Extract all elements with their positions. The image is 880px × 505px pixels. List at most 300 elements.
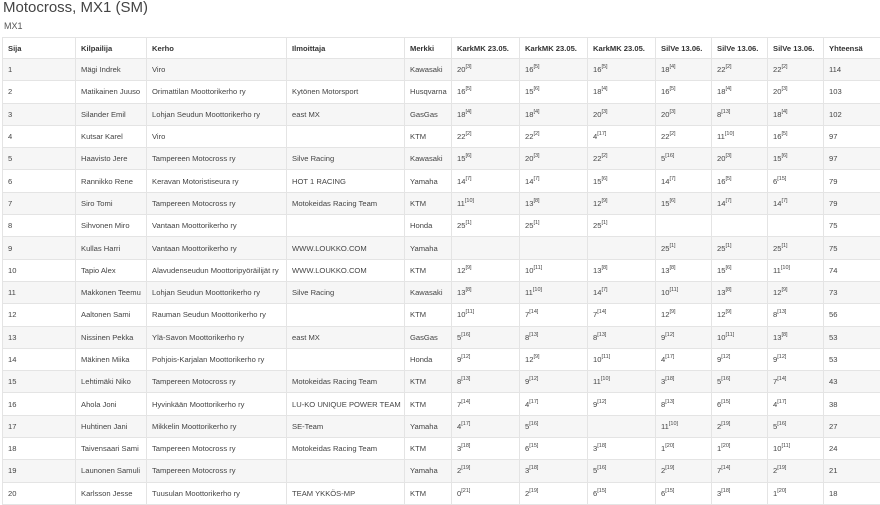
points-value: 16 xyxy=(773,132,781,141)
points-value: 14 xyxy=(661,177,669,186)
team-cell: Motokeidas Racing Team xyxy=(287,371,405,393)
points-value: 11 xyxy=(661,422,669,431)
table-row xyxy=(3,215,880,237)
placing-value: [1] xyxy=(781,243,787,249)
points-value: 13 xyxy=(593,266,601,275)
rider-name-cell: Haavisto Jere xyxy=(76,148,147,170)
club-cell: Alavudenseudun Moottoripyöräilijät ry xyxy=(147,259,287,281)
rider-name-cell: Tapio Alex xyxy=(76,259,147,281)
race-result-cell xyxy=(712,81,768,103)
placing-value: [17] xyxy=(461,421,470,427)
rider-name-cell: Kutsar Karel xyxy=(76,125,147,147)
points-value: 11 xyxy=(773,266,781,275)
rider-name-cell: Huhtinen Jani xyxy=(76,415,147,437)
race-result-cell xyxy=(712,103,768,125)
placing-value: [11] xyxy=(781,443,790,449)
race-result-cell xyxy=(588,59,656,81)
points-value: 9 xyxy=(717,355,721,364)
column-header[interactable]: Merkki xyxy=(405,38,452,59)
points-value: 12 xyxy=(661,310,669,319)
brand-cell: Honda xyxy=(405,348,452,370)
points-value: 4 xyxy=(457,422,461,431)
column-header[interactable]: SilVe 13.06. xyxy=(768,38,824,59)
race-result-cell xyxy=(452,281,520,303)
club-cell: Vantaan Moottorikerho ry xyxy=(147,215,287,237)
position-cell: 19 xyxy=(3,460,76,482)
page-title: Motocross, MX1 (SM) xyxy=(3,0,148,16)
placing-value: [7] xyxy=(669,176,675,182)
brand-cell: Yamaha xyxy=(405,415,452,437)
position-cell: 3 xyxy=(3,103,76,125)
placing-value: [10] xyxy=(669,421,678,427)
rider-name-cell: Silander Emil xyxy=(76,103,147,125)
placing-value: [19] xyxy=(665,465,674,471)
column-header[interactable]: Kilpailija xyxy=(76,38,147,59)
points-value: 12 xyxy=(773,288,781,297)
points-value: 8 xyxy=(773,310,777,319)
placing-value: [19] xyxy=(529,488,538,494)
team-cell: WWW.LOUKKO.COM xyxy=(287,237,405,259)
points-value: 15 xyxy=(593,177,601,186)
team-cell xyxy=(287,125,405,147)
team-cell: Silve Racing xyxy=(287,281,405,303)
race-result-cell xyxy=(768,304,824,326)
total-points-cell: 102 xyxy=(824,103,880,125)
race-result-cell xyxy=(656,170,712,192)
points-value: 20 xyxy=(717,154,725,163)
placing-value: [10] xyxy=(601,376,610,382)
placing-value: [8] xyxy=(533,198,539,204)
placing-value: [11] xyxy=(533,265,542,271)
rider-name-cell: Ahola Joni xyxy=(76,393,147,415)
placing-value: [10] xyxy=(533,287,542,293)
brand-cell: Honda xyxy=(405,215,452,237)
column-header[interactable]: KarkMK 23.05. xyxy=(588,38,656,59)
race-result-cell xyxy=(656,215,712,237)
race-result-cell xyxy=(520,103,588,125)
total-points-cell: 103 xyxy=(824,81,880,103)
race-result-cell xyxy=(768,192,824,214)
placing-value: [16] xyxy=(461,332,470,338)
position-cell: 10 xyxy=(3,259,76,281)
class-subtitle: MX1 xyxy=(4,21,23,31)
brand-cell: GasGas xyxy=(405,326,452,348)
race-result-cell xyxy=(768,326,824,348)
placing-value: [8] xyxy=(465,287,471,293)
brand-cell: KTM xyxy=(405,192,452,214)
rider-name-cell: Sihvonen Miro xyxy=(76,215,147,237)
race-result-cell xyxy=(768,393,824,415)
race-result-cell xyxy=(656,326,712,348)
placing-value: [7] xyxy=(725,198,731,204)
placing-value: [6] xyxy=(465,153,471,159)
table-row xyxy=(3,482,880,504)
points-value: 18 xyxy=(661,65,669,74)
race-result-cell xyxy=(712,148,768,170)
position-cell: 7 xyxy=(3,192,76,214)
placing-value: [5] xyxy=(601,64,607,70)
points-value: 7 xyxy=(593,310,597,319)
points-value: 10 xyxy=(717,333,725,342)
rider-name-cell: Taivensaari Sami xyxy=(76,438,147,460)
race-result-cell xyxy=(712,170,768,192)
race-result-cell xyxy=(656,281,712,303)
points-value: 22 xyxy=(457,132,465,141)
placing-value: [5] xyxy=(669,86,675,92)
placing-value: [5] xyxy=(465,86,471,92)
points-value: 18 xyxy=(773,110,781,119)
team-cell: LU-KO UNIQUE POWER TEAM xyxy=(287,393,405,415)
club-cell: Lohjan Seudun Moottorikerho ry xyxy=(147,281,287,303)
points-value: 1 xyxy=(773,489,777,498)
rider-name-cell: Mäkinen Miika xyxy=(76,348,147,370)
points-value: 25 xyxy=(717,244,725,253)
position-cell: 1 xyxy=(3,59,76,81)
race-result-cell xyxy=(712,59,768,81)
points-value: 11 xyxy=(593,377,601,386)
club-cell: Ylä-Savon Moottorikerho ry xyxy=(147,326,287,348)
rider-name-cell: Rannikko Rene xyxy=(76,170,147,192)
placing-value: [18] xyxy=(529,465,538,471)
column-header[interactable]: Ilmoittaja xyxy=(287,38,405,59)
club-cell: Viro xyxy=(147,59,287,81)
race-result-cell xyxy=(656,415,712,437)
points-value: 2 xyxy=(457,466,461,475)
position-cell: 18 xyxy=(3,438,76,460)
race-result-cell xyxy=(520,393,588,415)
brand-cell: Yamaha xyxy=(405,170,452,192)
team-cell: HOT 1 RACING xyxy=(287,170,405,192)
placing-value: [9] xyxy=(465,265,471,271)
table-row xyxy=(3,460,880,482)
race-result-cell xyxy=(520,281,588,303)
race-result-cell xyxy=(712,125,768,147)
race-result-cell xyxy=(656,348,712,370)
race-result-cell xyxy=(656,148,712,170)
placing-value: [6] xyxy=(533,86,539,92)
points-value: 13 xyxy=(525,199,533,208)
race-result-cell xyxy=(588,304,656,326)
race-result-cell xyxy=(768,438,824,460)
table-header-row xyxy=(3,38,880,59)
race-result-cell xyxy=(712,281,768,303)
brand-cell: KTM xyxy=(405,125,452,147)
race-result-cell xyxy=(712,371,768,393)
brand-cell: Kawasaki xyxy=(405,281,452,303)
points-value: 16 xyxy=(661,87,669,96)
brand-cell: KTM xyxy=(405,393,452,415)
points-value: 7 xyxy=(457,400,461,409)
position-cell: 16 xyxy=(3,393,76,415)
race-result-cell xyxy=(588,482,656,504)
race-result-cell xyxy=(656,192,712,214)
total-points-cell: 53 xyxy=(824,348,880,370)
column-header[interactable]: KarkMK 23.05. xyxy=(452,38,520,59)
placing-value: [18] xyxy=(665,376,674,382)
placing-value: [3] xyxy=(781,86,787,92)
team-cell xyxy=(287,215,405,237)
points-value: 10 xyxy=(773,444,781,453)
placing-value: [6] xyxy=(601,176,607,182)
position-cell: 11 xyxy=(3,281,76,303)
race-result-cell xyxy=(768,81,824,103)
total-points-cell: 53 xyxy=(824,326,880,348)
total-points-cell: 43 xyxy=(824,371,880,393)
placing-value: [19] xyxy=(777,465,786,471)
points-value: 20 xyxy=(457,65,465,74)
placing-value: [9] xyxy=(669,309,675,315)
race-result-cell xyxy=(712,415,768,437)
race-result-cell xyxy=(768,482,824,504)
race-result-cell xyxy=(452,393,520,415)
placing-value: [4] xyxy=(669,64,675,70)
team-cell: SE-Team xyxy=(287,415,405,437)
table-row xyxy=(3,281,880,303)
race-result-cell xyxy=(452,148,520,170)
race-result-cell xyxy=(452,415,520,437)
race-result-cell xyxy=(520,125,588,147)
race-result-cell xyxy=(588,103,656,125)
team-cell: Silve Racing xyxy=(287,148,405,170)
race-result-cell xyxy=(452,215,520,237)
points-value: 3 xyxy=(717,489,721,498)
column-header[interactable]: Yhteensä xyxy=(824,38,880,59)
placing-value: [9] xyxy=(533,354,539,360)
table-row xyxy=(3,237,880,259)
column-header[interactable]: Kerho xyxy=(147,38,287,59)
race-result-cell xyxy=(520,148,588,170)
points-value: 12 xyxy=(593,199,601,208)
race-result-cell xyxy=(712,326,768,348)
position-cell: 4 xyxy=(3,125,76,147)
rider-name-cell: Karlsson Jesse xyxy=(76,482,147,504)
table-row xyxy=(3,326,880,348)
points-value: 3 xyxy=(593,444,597,453)
points-value: 22 xyxy=(661,132,669,141)
table-row xyxy=(3,371,880,393)
points-value: 18 xyxy=(717,87,725,96)
race-result-cell xyxy=(712,393,768,415)
points-value: 20 xyxy=(525,154,533,163)
points-value: 12 xyxy=(457,266,465,275)
points-value: 5 xyxy=(593,466,597,475)
team-cell xyxy=(287,348,405,370)
race-result-cell xyxy=(588,326,656,348)
placing-value: [18] xyxy=(721,488,730,494)
points-value: 18 xyxy=(593,87,601,96)
points-value: 8 xyxy=(593,333,597,342)
points-value: 6 xyxy=(773,177,777,186)
points-value: 3 xyxy=(661,377,665,386)
brand-cell: Yamaha xyxy=(405,460,452,482)
race-result-cell xyxy=(768,460,824,482)
club-cell: Orimattilan Moottorikerho ry xyxy=(147,81,287,103)
placing-value: [8] xyxy=(669,265,675,271)
placing-value: [4] xyxy=(725,86,731,92)
points-value: 14 xyxy=(525,177,533,186)
race-result-cell xyxy=(452,438,520,460)
club-cell: Rauman Seudun Moottorikerho ry xyxy=(147,304,287,326)
placing-value: [15] xyxy=(597,488,606,494)
points-value: 2 xyxy=(773,466,777,475)
placing-value: [5] xyxy=(725,176,731,182)
race-result-cell xyxy=(520,192,588,214)
points-value: 2 xyxy=(661,466,665,475)
rider-name-cell: Kullas Harri xyxy=(76,237,147,259)
points-value: 10 xyxy=(457,310,465,319)
brand-cell: KTM xyxy=(405,304,452,326)
table-row xyxy=(3,393,880,415)
placing-value: [13] xyxy=(777,309,786,315)
rider-name-cell: Siro Tomi xyxy=(76,192,147,214)
race-result-cell xyxy=(588,215,656,237)
race-result-cell xyxy=(588,125,656,147)
points-value: 10 xyxy=(525,266,533,275)
column-header[interactable]: KarkMK 23.05. xyxy=(520,38,588,59)
placing-value: [12] xyxy=(461,354,470,360)
points-value: 15 xyxy=(717,266,725,275)
placing-value: [4] xyxy=(465,109,471,115)
race-result-cell xyxy=(712,348,768,370)
table-row xyxy=(3,438,880,460)
placing-value: [6] xyxy=(781,153,787,159)
race-result-cell xyxy=(520,59,588,81)
race-result-cell xyxy=(520,237,588,259)
points-value: 15 xyxy=(661,199,669,208)
points-value: 7 xyxy=(773,377,777,386)
placing-value: [12] xyxy=(721,354,730,360)
total-points-cell: 79 xyxy=(824,192,880,214)
race-result-cell xyxy=(768,281,824,303)
rider-name-cell: Makkonen Teemu xyxy=(76,281,147,303)
column-header[interactable]: SilVe 13.06. xyxy=(712,38,768,59)
race-result-cell xyxy=(588,81,656,103)
brand-cell: KTM xyxy=(405,438,452,460)
team-cell xyxy=(287,460,405,482)
placing-value: [2] xyxy=(781,64,787,70)
points-value: 25 xyxy=(593,221,601,230)
team-cell xyxy=(287,304,405,326)
team-cell: Motokeidas Racing Team xyxy=(287,192,405,214)
column-header[interactable]: SilVe 13.06. xyxy=(656,38,712,59)
brand-cell: Husqvarna xyxy=(405,81,452,103)
placing-value: [10] xyxy=(465,198,474,204)
placing-value: [6] xyxy=(725,265,731,271)
race-result-cell xyxy=(768,415,824,437)
placing-value: [1] xyxy=(725,243,731,249)
total-points-cell: 114 xyxy=(824,59,880,81)
placing-value: [10] xyxy=(725,131,734,137)
race-result-cell xyxy=(712,438,768,460)
points-value: 8 xyxy=(525,333,529,342)
placing-value: [8] xyxy=(601,265,607,271)
points-value: 22 xyxy=(593,154,601,163)
race-result-cell xyxy=(588,460,656,482)
points-value: 11 xyxy=(717,132,725,141)
placing-value: [12] xyxy=(529,376,538,382)
race-result-cell xyxy=(656,482,712,504)
points-value: 16 xyxy=(593,65,601,74)
points-value: 8 xyxy=(717,110,721,119)
points-value: 9 xyxy=(457,355,461,364)
placing-value: [2] xyxy=(669,131,675,137)
points-value: 14 xyxy=(717,199,725,208)
column-header[interactable]: Sija xyxy=(3,38,76,59)
points-value: 5 xyxy=(661,154,665,163)
race-result-cell xyxy=(656,59,712,81)
points-value: 12 xyxy=(717,310,725,319)
race-result-cell xyxy=(768,148,824,170)
table-body xyxy=(3,59,880,505)
position-cell: 17 xyxy=(3,415,76,437)
points-value: 22 xyxy=(717,65,725,74)
points-value: 16 xyxy=(457,87,465,96)
race-result-cell xyxy=(452,59,520,81)
points-value: 14 xyxy=(773,199,781,208)
placing-value: [18] xyxy=(597,443,606,449)
team-cell: east MX xyxy=(287,326,405,348)
points-value: 20 xyxy=(661,110,669,119)
placing-value: [19] xyxy=(461,465,470,471)
placing-value: [12] xyxy=(777,354,786,360)
placing-value: [17] xyxy=(665,354,674,360)
race-result-cell xyxy=(588,438,656,460)
placing-value: [15] xyxy=(777,176,786,182)
brand-cell: GasGas xyxy=(405,103,452,125)
table-row xyxy=(3,81,880,103)
brand-cell: KTM xyxy=(405,482,452,504)
race-result-cell xyxy=(768,103,824,125)
points-value: 11 xyxy=(525,288,533,297)
placing-value: [16] xyxy=(777,421,786,427)
placing-value: [2] xyxy=(601,153,607,159)
placing-value: [16] xyxy=(597,465,606,471)
race-result-cell xyxy=(520,415,588,437)
race-result-cell xyxy=(768,215,824,237)
rider-name-cell: Mägi Indrek xyxy=(76,59,147,81)
total-points-cell: 97 xyxy=(824,148,880,170)
points-value: 4 xyxy=(661,355,665,364)
club-cell: Lohjan Seudun Moottorikerho ry xyxy=(147,103,287,125)
race-result-cell xyxy=(520,170,588,192)
race-result-cell xyxy=(656,438,712,460)
placing-value: [14] xyxy=(529,309,538,315)
race-result-cell xyxy=(712,237,768,259)
total-points-cell: 21 xyxy=(824,460,880,482)
points-value: 13 xyxy=(661,266,669,275)
points-value: 9 xyxy=(661,333,665,342)
race-result-cell xyxy=(520,259,588,281)
race-result-cell xyxy=(452,482,520,504)
placing-value: [13] xyxy=(597,332,606,338)
race-result-cell xyxy=(452,460,520,482)
club-cell: Viro xyxy=(147,125,287,147)
placing-value: [14] xyxy=(721,465,730,471)
race-result-cell xyxy=(520,348,588,370)
table-row xyxy=(3,148,880,170)
placing-value: [1] xyxy=(533,220,539,226)
placing-value: [13] xyxy=(665,399,674,405)
placing-value: [9] xyxy=(781,287,787,293)
team-cell: Kytönen Motorsport xyxy=(287,81,405,103)
points-value: 14 xyxy=(457,177,465,186)
points-value: 8 xyxy=(457,377,461,386)
team-cell: Motokeidas Racing Team xyxy=(287,438,405,460)
race-result-cell xyxy=(520,326,588,348)
team-cell: TEAM YKKÖS-MP xyxy=(287,482,405,504)
race-result-cell xyxy=(712,482,768,504)
race-result-cell xyxy=(656,103,712,125)
